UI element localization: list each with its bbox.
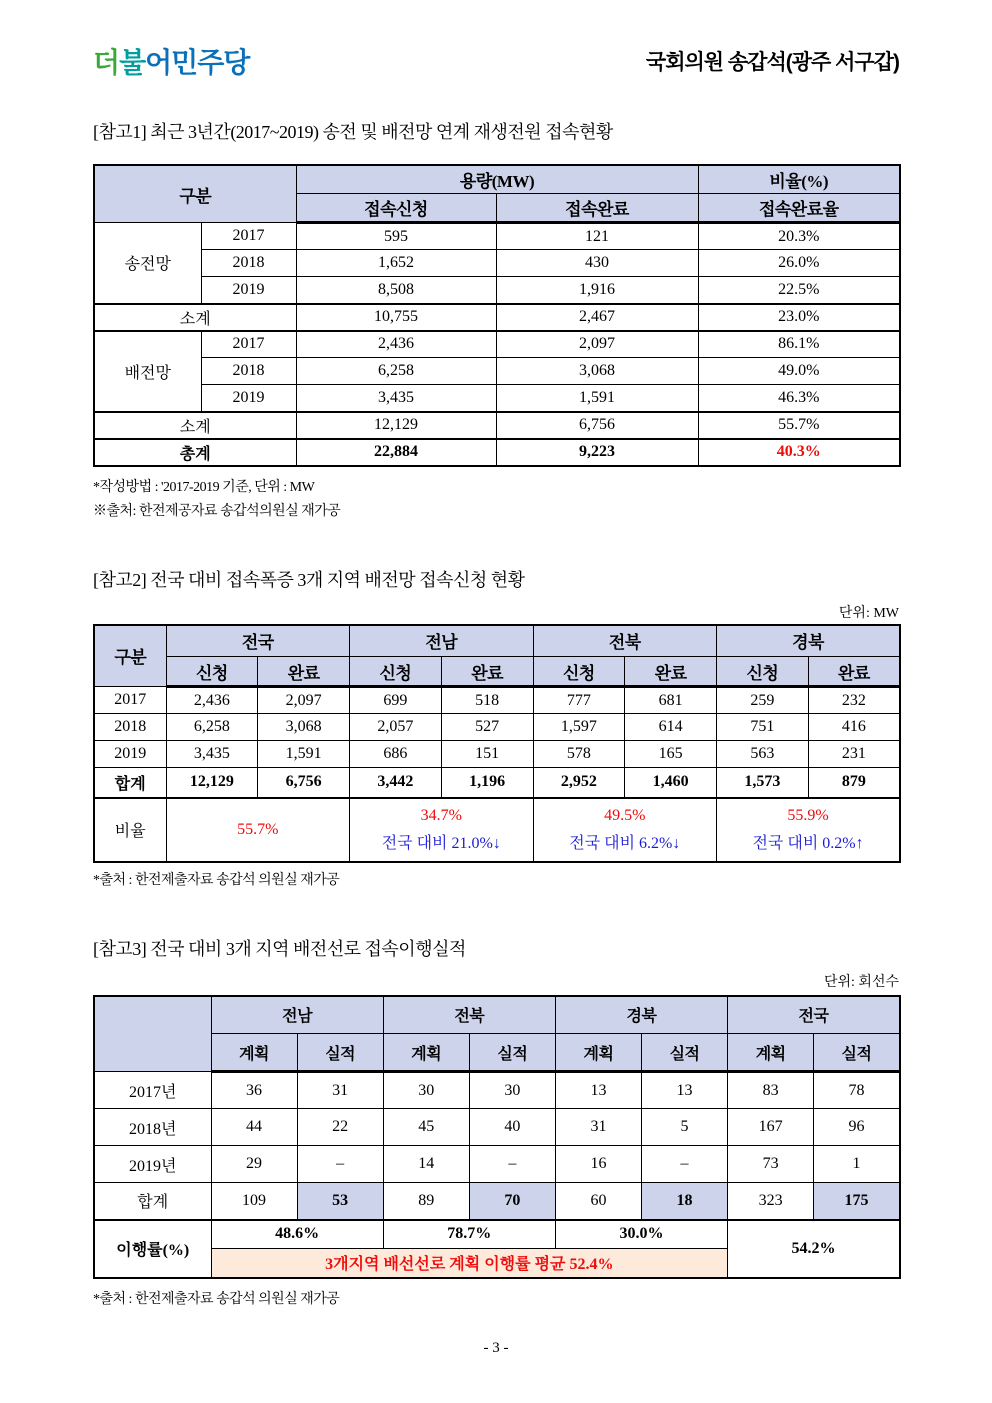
cell: 6,258	[166, 714, 258, 741]
cell-ratio-region	[717, 798, 901, 862]
cell: 232	[808, 687, 900, 714]
table-header-row	[94, 165, 900, 194]
ratio-row	[94, 798, 900, 862]
table-ref1	[93, 164, 901, 467]
subtotal-row	[94, 304, 900, 331]
cell: 1,460	[625, 768, 717, 798]
cell: 2,436	[166, 687, 258, 714]
col-header-apply: 신청	[166, 657, 258, 687]
cell-done: 430	[496, 250, 698, 277]
cell: 614	[625, 714, 717, 741]
cell-year: 2018년	[94, 1109, 211, 1146]
unit-label-mw: 단위: MW	[838, 605, 899, 621]
table-header-row	[94, 1034, 900, 1072]
cell: 3,068	[258, 714, 350, 741]
cell-year: 2018	[201, 358, 296, 385]
cell-done: 1,591	[496, 385, 698, 412]
cell: 578	[533, 741, 625, 768]
cell: 3,435	[166, 741, 258, 768]
cell-rate-national: 54.2%	[728, 1220, 900, 1278]
cell: 527	[441, 714, 533, 741]
document-header	[93, 40, 899, 82]
cell-done: 2,097	[496, 331, 698, 358]
cell-total-label: 총계	[94, 439, 296, 466]
total-row	[94, 768, 900, 798]
cell: 1,573	[717, 768, 809, 798]
cell-rate: 20.3%	[698, 223, 900, 250]
region-ratio-diff: 전국 대비 6.2%↓	[569, 834, 681, 852]
cell: 231	[808, 741, 900, 768]
col-header-done: 완료	[258, 657, 350, 687]
cell-ratio-label: 비율	[94, 798, 166, 862]
cell-ratio-region	[533, 798, 717, 862]
col-header-region: 전북	[533, 625, 717, 657]
col-header-actual: 실적	[642, 1034, 728, 1072]
cell: 83	[728, 1072, 814, 1109]
col-header-done: 완료	[441, 657, 533, 687]
cell-year: 2017	[201, 223, 296, 250]
cell-year: 2019	[201, 277, 296, 304]
cell: 699	[350, 687, 442, 714]
col-header-region: 전국	[166, 625, 350, 657]
cell: 1	[814, 1146, 900, 1183]
cell: 518	[441, 687, 533, 714]
cell-year: 2019	[201, 385, 296, 412]
footnote-method: *작성방법 : '2017-2019 기준, 단위 : MW	[93, 479, 315, 495]
cell: 1,597	[533, 714, 625, 741]
cell-rate-average: 3개지역 배선선로 계획 이행률 평균 52.4%	[211, 1249, 728, 1278]
cell: 73	[728, 1146, 814, 1183]
section1-title: [참고1] 최근 3년간(2017~2019) 송전 및 배전망 연계 재생전원 접속현황	[93, 122, 613, 142]
cell-rate-label: 이행률(%)	[94, 1220, 211, 1278]
cell-total-label: 합계	[94, 1183, 211, 1220]
table-row	[94, 331, 900, 358]
table-row	[94, 358, 900, 385]
row-group-distribution: 배전망	[94, 331, 201, 412]
cell: 30	[469, 1072, 555, 1109]
table-header-row	[94, 657, 900, 687]
rate-row	[94, 1220, 900, 1249]
cell-apply: 10,755	[296, 304, 496, 331]
region-ratio-diff: 전국 대비 0.2%↑	[752, 834, 864, 852]
cell-rate: 46.3%	[698, 385, 900, 412]
col-header-actual: 실적	[469, 1034, 555, 1072]
cell: 686	[350, 741, 442, 768]
page-number: - 3 -	[483, 1340, 509, 1356]
cell: 6,756	[258, 768, 350, 798]
table-row	[94, 741, 900, 768]
cell: 777	[533, 687, 625, 714]
table-row	[94, 385, 900, 412]
cell: 416	[808, 714, 900, 741]
party-logo-text: 어민주당	[145, 47, 250, 78]
cell: 323	[728, 1183, 814, 1220]
cell-apply: 22,884	[296, 439, 496, 466]
col-header-gubun: 구분	[94, 625, 166, 687]
col-header-apply: 신청	[350, 657, 442, 687]
table-row	[94, 250, 900, 277]
cell-apply: 595	[296, 223, 496, 250]
col-header-empty	[94, 996, 211, 1072]
col-header-plan: 계획	[728, 1034, 814, 1072]
cell: 16	[555, 1146, 641, 1183]
cell-done: 6,756	[496, 412, 698, 439]
cell: 12,129	[166, 768, 258, 798]
table-header-row	[94, 996, 900, 1034]
table-row	[94, 1109, 900, 1146]
cell-ratio-national: 55.7%	[166, 798, 350, 862]
cell: 1,591	[258, 741, 350, 768]
col-header-plan: 계획	[211, 1034, 297, 1072]
col-header-region: 전국	[728, 996, 900, 1034]
footnotes-ref1	[93, 476, 899, 524]
cell: 31	[297, 1072, 383, 1109]
unit-label-lines: 단위: 회선수	[823, 974, 899, 990]
footnote-source: ※출처: 한전제공자료 송갑석의원실 재가공	[93, 503, 341, 519]
cell-highlight: 53	[297, 1183, 383, 1220]
cell-done: 121	[496, 223, 698, 250]
total-row	[94, 439, 900, 466]
table-row	[94, 1072, 900, 1109]
col-header-region: 전남	[211, 996, 383, 1034]
cell-apply: 2,436	[296, 331, 496, 358]
col-header-region: 전북	[383, 996, 555, 1034]
table-row	[94, 714, 900, 741]
col-header-actual: 실적	[297, 1034, 383, 1072]
cell: 45	[383, 1109, 469, 1146]
cell: –	[642, 1146, 728, 1183]
cell: 109	[211, 1183, 297, 1220]
col-header-apply: 신청	[717, 657, 809, 687]
cell-year: 2017	[94, 687, 166, 714]
cell: 151	[441, 741, 533, 768]
cell: 36	[211, 1072, 297, 1109]
col-header-plan: 계획	[383, 1034, 469, 1072]
cell-highlight: 18	[642, 1183, 728, 1220]
cell-done: 3,068	[496, 358, 698, 385]
cell-year: 2017	[201, 331, 296, 358]
col-header-capacity: 용량(MW)	[296, 165, 698, 194]
cell-rate: 23.0%	[698, 304, 900, 331]
region-ratio-pct: 55.9%	[787, 806, 829, 824]
cell-year: 2018	[94, 714, 166, 741]
cell: 96	[814, 1109, 900, 1146]
col-header-apply: 접속신청	[296, 194, 496, 223]
cell: 3,442	[350, 768, 442, 798]
cell: 30	[383, 1072, 469, 1109]
cell: 89	[383, 1183, 469, 1220]
cell-rate-value: 30.0%	[555, 1220, 727, 1249]
cell: 681	[625, 687, 717, 714]
assembly-member-name: 국회의원 송갑석(광주 서구갑)	[645, 51, 899, 74]
footnote-ref2: *출처 : 한전제출자료 송갑석 의원실 재가공	[93, 872, 340, 888]
cell: 165	[625, 741, 717, 768]
region-ratio-pct: 49.5%	[604, 806, 646, 824]
subtotal-row	[94, 412, 900, 439]
cell: 5	[642, 1109, 728, 1146]
cell: 2,097	[258, 687, 350, 714]
table-ref2	[93, 624, 901, 863]
col-header-region: 경북	[717, 625, 901, 657]
cell-done: 1,916	[496, 277, 698, 304]
cell: 31	[555, 1109, 641, 1146]
cell: 2,057	[350, 714, 442, 741]
cell: 40	[469, 1109, 555, 1146]
table-row	[94, 687, 900, 714]
section2-title: [참고2] 전국 대비 접속폭증 3개 지역 배전망 접속신청 현황	[93, 569, 525, 590]
col-header-plan: 계획	[555, 1034, 641, 1072]
cell: 1,196	[441, 768, 533, 798]
party-logo-text: 더	[93, 47, 120, 78]
cell-year: 2019년	[94, 1146, 211, 1183]
cell-rate: 86.1%	[698, 331, 900, 358]
cell-done: 2,467	[496, 304, 698, 331]
cell: 879	[808, 768, 900, 798]
cell: 167	[728, 1109, 814, 1146]
col-header-done: 접속완료	[496, 194, 698, 223]
cell: 13	[555, 1072, 641, 1109]
col-header-apply: 신청	[533, 657, 625, 687]
cell: 259	[717, 687, 809, 714]
col-header-gubun: 구분	[94, 165, 296, 223]
cell: 78	[814, 1072, 900, 1109]
cell: 29	[211, 1146, 297, 1183]
table-header-row	[94, 625, 900, 657]
cell-year: 2018	[201, 250, 296, 277]
col-header-actual: 실적	[814, 1034, 900, 1072]
col-header-done: 완료	[625, 657, 717, 687]
cell-rate: 49.0%	[698, 358, 900, 385]
cell-apply: 8,508	[296, 277, 496, 304]
table-row	[94, 277, 900, 304]
cell: 22	[297, 1109, 383, 1146]
cell-rate-value: 48.6%	[211, 1220, 383, 1249]
total-row	[94, 1183, 900, 1220]
col-header-region: 전남	[350, 625, 534, 657]
cell: 751	[717, 714, 809, 741]
cell: 14	[383, 1146, 469, 1183]
table-row	[94, 1146, 900, 1183]
col-header-done: 완료	[808, 657, 900, 687]
cell: 563	[717, 741, 809, 768]
cell-rate-highlight: 40.3%	[698, 439, 900, 466]
party-logo-text: 불	[119, 47, 146, 78]
cell: 2,952	[533, 768, 625, 798]
cell-apply: 12,129	[296, 412, 496, 439]
cell-apply: 6,258	[296, 358, 496, 385]
region-ratio-diff: 전국 대비 21.0%↓	[381, 834, 501, 852]
cell: 13	[642, 1072, 728, 1109]
cell: 44	[211, 1109, 297, 1146]
cell-apply: 1,652	[296, 250, 496, 277]
cell: 60	[555, 1183, 641, 1220]
section3-title: [참고3] 전국 대비 3개 지역 배전선로 접속이행실적	[93, 938, 466, 959]
col-header-region: 경북	[555, 996, 727, 1034]
row-group-transmission: 송전망	[94, 223, 201, 304]
cell-year: 2017년	[94, 1072, 211, 1109]
cell-rate: 55.7%	[698, 412, 900, 439]
cell: –	[297, 1146, 383, 1183]
cell-apply: 3,435	[296, 385, 496, 412]
cell-year: 2019	[94, 741, 166, 768]
col-header-rate: 접속완료율	[698, 194, 900, 223]
cell-subtotal-label: 소계	[94, 412, 296, 439]
col-header-ratio: 비율(%)	[698, 165, 900, 194]
cell-rate: 22.5%	[698, 277, 900, 304]
cell-ratio-region	[350, 798, 534, 862]
cell-total-label: 합계	[94, 768, 166, 798]
footnote-ref3: *출처 : 한전제출자료 송갑석 의원실 재가공	[93, 1291, 340, 1307]
cell: –	[469, 1146, 555, 1183]
region-ratio-pct: 34.7%	[420, 806, 462, 824]
cell-rate-value: 78.7%	[383, 1220, 555, 1249]
table-ref3	[93, 995, 901, 1279]
cell-highlight: 175	[814, 1183, 900, 1220]
cell-highlight: 70	[469, 1183, 555, 1220]
party-logo	[93, 41, 249, 81]
cell-rate: 26.0%	[698, 250, 900, 277]
table-row	[94, 223, 900, 250]
cell-done: 9,223	[496, 439, 698, 466]
cell-subtotal-label: 소계	[94, 304, 296, 331]
